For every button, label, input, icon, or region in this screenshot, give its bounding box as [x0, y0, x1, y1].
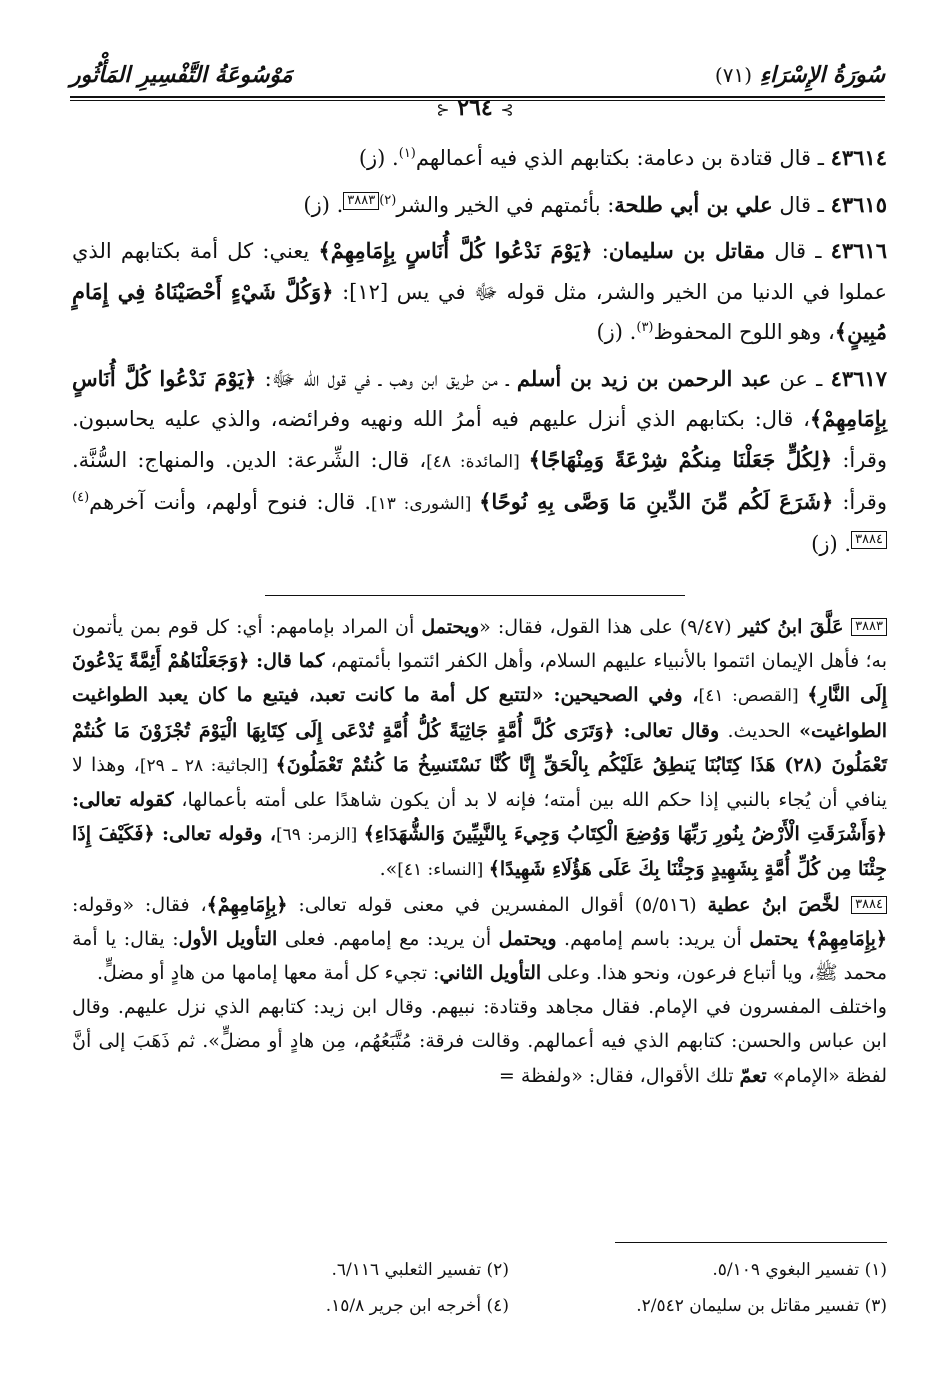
commentary-text: الحديث.	[719, 719, 800, 742]
verse-reference: [الشورى: ١٣]	[371, 494, 480, 514]
commentary-text: (٥/٥١٦) أقوال المفسرين في معنى قوله تعالى:	[287, 893, 708, 916]
commentary-bold: ويحتمل	[421, 616, 480, 638]
narration-text: : بأئمتهم في الخير والشر	[396, 192, 615, 217]
colon: :	[592, 239, 609, 263]
narration-43616	[72, 231, 887, 353]
footnote-4: (٤) أخرجه ابن جرير ١٥/٨.	[325, 1296, 509, 1316]
source-code: . (ز)	[596, 320, 637, 344]
ornament-left-icon: ⊰	[436, 100, 450, 119]
commentary-text: ، فقال: «وقوله:	[72, 893, 207, 916]
narration-43614	[72, 138, 887, 179]
source-code: . (ز)	[358, 146, 399, 170]
footnote-3: (٣) تفسير مقاتل بن سليمان ٢/٥٤٢.	[636, 1296, 887, 1316]
narration-lead: ـ قال	[772, 192, 831, 217]
narration-43617	[72, 359, 887, 565]
source-code: . (ز)	[811, 531, 852, 556]
quran-verse: ﴿وَأَشْرَقَتِ الْأَرْضُ بِنُورِ رَبِّهَا وَوُضِعَ الْكِتَابُ وَجِيءَ بِالنَّبِيِّينَ وَالشُّهَدَاءِ﴾	[363, 823, 887, 846]
quran-verse: ﴿وَكُلَّ شَيْءٍ أَحْصَيْنَاهُ فِي إِمَامٍ مُبِينٍ﴾	[72, 278, 887, 344]
commentary-bold: ، وفي الصحيحين: «لتتبع كل أمة ما كانت تعبد، فيتبع ما كان يعبد الطواغيت الطواغيت»	[72, 684, 888, 742]
narrator-name: علي بن أبي طلحة	[614, 191, 773, 217]
footnote-1: (١) تفسير البغوي ٥/١٠٩.	[712, 1260, 887, 1280]
commentary-bold: يحتمل	[749, 927, 807, 950]
narration-43615	[72, 185, 887, 226]
narrator-name: مقاتل بن سليمان	[608, 238, 766, 263]
commentary-bold: وقال تعالى:	[614, 719, 720, 742]
narration-text: ـ قال قتادة بن دعامة: بكتابهم الذي فيه أعمالهم	[415, 146, 831, 170]
footnote-mark[interactable]: (٤)	[72, 490, 90, 505]
footnote-row	[160, 1288, 887, 1324]
footnote-mark[interactable]: (١)	[398, 146, 416, 161]
commentary-text: (٩/٤٧) على هذا القول، فقال: «	[479, 616, 739, 638]
commentary-bold: ، وقوله تعالى:	[154, 823, 277, 846]
commentary-text: : يقال: يا أمة محمد ﷺ، ويا أتباع فرعون، ونحو هذا. وعلى	[72, 927, 887, 985]
commentator: عَلَّقَ ابنُ كثير	[738, 616, 852, 638]
verse-reference: [القصص: ٤١]	[698, 686, 808, 707]
commentary-bold: ويحتمل	[498, 927, 557, 950]
commentary-section	[72, 610, 887, 1093]
commentary-text: أن يريد: مع إمامهم. فعلى	[277, 927, 499, 950]
narration-number: ٤٣٦١٥	[830, 191, 887, 217]
commentary-text: أن يريد: باسم إمامهم.	[556, 927, 750, 950]
footnote-2: (٢) تفسير الثعلبي ٦/١١٦.	[331, 1260, 509, 1280]
surah-header	[715, 62, 885, 88]
commentary-bold: كقوله تعالى:	[72, 789, 174, 812]
section-divider	[265, 595, 685, 596]
commentary-text: : تجيء كل أمة معها إمامها من هادٍ أو مضلٍّ.	[96, 962, 440, 985]
commentary-continued	[72, 990, 887, 1093]
footnote-mark[interactable]: (٣)	[636, 320, 654, 335]
narration-text: ، قال: بكتابهم الذي أنزل عليهم فيه أمرُ الله ونهيه وفرائضه، والذي عليه يحاسبون. وقرأ:	[72, 407, 887, 472]
quran-verse: ﴿بِإِمَامِهِمْ﴾	[206, 893, 288, 916]
page-number-value: ٢٦٤	[457, 95, 493, 121]
quran-verse: ﴿وَجَعَلْنَاهُمْ أَئِمَّةً يَدْعُونَ إِلَى النَّارِ﴾	[72, 650, 887, 707]
narration-text: ـ من طريق ابن وهب ـ في قول الله ﷻ:	[256, 366, 517, 391]
commentary-text: واختلف المفسرون في الإمام. فقال مجاهد وقتادة: نبيهم. وقال ابن زيد: كتابهم الذي نزل عليهم. وقال ابن عباس والحسن: كتابهم الذي فيه أعمالهم. وقالت فرقة: مُتَّبَعُهُم، مِن هادٍ أو مضلٍّ». ثم ذَهَبَ إلى أنَّ لفظة «الإمام»	[72, 996, 887, 1087]
narrator-name: عبد الرحمن بن زيد بن أسلم	[516, 365, 772, 391]
footnote-rule	[615, 1242, 887, 1243]
book-title: مَوْسُوعَةُ التَّفْسِيرِ المَأْثُور	[70, 62, 293, 88]
footnote-row	[160, 1252, 887, 1288]
verse-reference: [النساء: ٤١]	[397, 860, 489, 881]
quran-verse: ﴿يَوْمَ نَدْعُوا كُلَّ أُنَاسٍ بِإِمَامِهِمْ﴾	[72, 365, 887, 431]
commentator: لخَّصَ ابنُ عطية	[707, 893, 852, 916]
narration-text: ، قال: الشِّرعة: الدين. والمنهاج: السُّنَّة. وقرأ:	[72, 447, 887, 514]
quran-verse: ﴿فَكَيْفَ إِذَا جِئْنَا مِن كُلِّ أُمَّةٍ بِشَهِيدٍ وَجِئْنَا بِكَ عَلَى هَؤُلَاءِ شَهِيدًا﴾	[72, 823, 887, 881]
quran-verse: ﴿وَتَرَى كُلَّ أُمَّةٍ جَاثِيَةً كُلُّ أُمَّةٍ تُدْعَى إِلَى كِتَابِهَا الْيَوْمَ تُجْزَوْنَ مَا كُنتُمْ تَعْمَلُونَ (٢٨) هَذَا كِتَابُنَا يَنطِقُ عَلَيْكُم بِالْحَقِّ إِنَّا كُنَّا نَسْتَنسِخُ مَا كُنتُمْ تَعْمَلُونَ﴾	[72, 719, 887, 776]
source-code: . (ز)	[303, 192, 344, 217]
verse-reference: [الزمر: ٦٩]	[276, 825, 364, 846]
commentary-bold: تعمّ	[739, 1064, 767, 1087]
commentary-number-box: ٣٨٨٤	[851, 896, 887, 914]
quran-verse: ﴿بِإِمَامِهِمْ﴾	[806, 927, 888, 950]
commentary-ref-box[interactable]: ٣٨٨٣	[343, 192, 379, 210]
narration-lead: ـ قال	[765, 239, 831, 263]
footnote-mark[interactable]: (٢)	[379, 192, 397, 208]
verse-reference: [الجاثية: ٢٨ ـ ٢٩]	[139, 755, 276, 776]
surah-title: سُورَةُ الإِسْرَاءِ	[759, 62, 885, 88]
quran-verse: ﴿شَرَعَ لَكُم مِّنَ الدِّينِ مَا وَصَّى بِهِ نُوحًا﴾	[479, 489, 834, 514]
commentary-3883	[72, 610, 887, 888]
narration-text: ، وهو اللوح المحفوظ	[653, 320, 835, 344]
page-number	[395, 95, 555, 121]
narration-number: ٤٣٦١٧	[830, 365, 887, 391]
commentary-text: أن المراد بإمامهم: أي: كل قوم بمن يأتمون به؛ فأهل الإيمان ائتموا بالأنبياء عليهم السلام، وأهل الكفر ائتموا بأئمتهم،	[72, 616, 887, 673]
commentary-ref-box[interactable]: ٣٨٨٤	[851, 531, 887, 549]
commentary-3884	[72, 888, 887, 991]
main-text	[72, 138, 887, 564]
commentary-text: ، وهذا لا ينافي أن يُجاء بالنبي إذا حكم الله بين أمته؛ فإنه لا بد أن يكون شاهدًا على أمته بأعمالها،	[72, 753, 887, 812]
narration-lead: ـ عن	[771, 366, 831, 391]
verse-reference: [المائدة: ٤٨]	[426, 451, 529, 472]
commentary-bold: التأويل الثاني	[439, 962, 542, 985]
narration-text: . قال: فنوح أولهم، وأنت آخرهم	[89, 490, 371, 514]
commentary-bold: التأويل الأول	[178, 927, 278, 950]
commentary-text: تلك الأقوال، فقال: «ولفظة =	[498, 1064, 740, 1087]
quran-verse: ﴿يَوْمَ نَدْعُوا كُلَّ أُنَاسٍ بِإِمَامِهِمْ﴾	[318, 238, 593, 263]
verse-number: (٧١)	[714, 63, 753, 87]
narration-number: ٤٣٦١٤	[830, 145, 887, 170]
commentary-text: ».	[379, 858, 398, 881]
commentary-number-box: ٣٨٨٣	[851, 618, 887, 636]
footnotes	[160, 1252, 887, 1324]
ornament-right-icon: ⊱	[500, 100, 514, 119]
narration-number: ٤٣٦١٦	[830, 238, 887, 263]
quran-verse: ﴿لِكُلٍّ جَعَلْنَا مِنكُمْ شِرْعَةً وَمِنْهَاجًا﴾	[528, 446, 833, 472]
narration-text: يعني: كل أمة بكتابهم الذي عملوا في الدنيا من الخير والشر، مثل قوله ﷻ في يس [١٢]:	[72, 239, 887, 304]
commentary-bold: كما قال:	[249, 650, 325, 673]
